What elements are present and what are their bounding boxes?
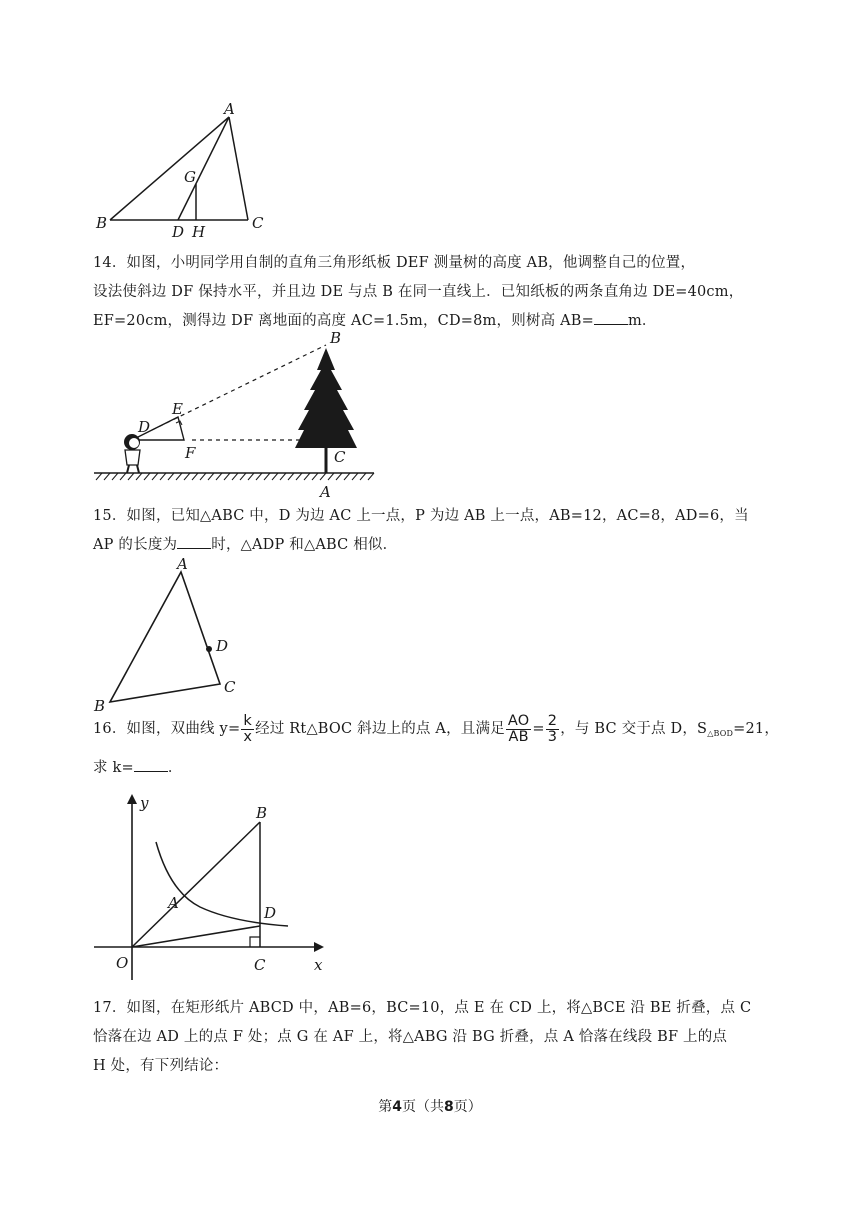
q17-line2: 恰落在边 AD 上的点 F 处；点 G 在 AF 上，将△ABG 沿 BG 折叠，点 A 恰落在线段 BF 上的点 <box>93 1029 728 1045</box>
footer-post: 页） <box>453 1099 482 1115</box>
fraction-k-over-x: $\frac{k}{x}$ <box>243 712 253 745</box>
tree-measure-diagram <box>92 330 382 502</box>
figure-q15 <box>90 556 250 716</box>
triangle-abc-diagram <box>90 100 290 250</box>
label-a: A <box>320 483 331 501</box>
q17-line1: 17．如图，在矩形纸片 ABCD 中，AB=6，BC=10，点 E 在 CD 上，将△BCE 沿 BE 折叠，点 C <box>93 1000 752 1016</box>
q15-line1: 15．如图，已知△ABC 中，D 为边 AC 上一点，P 为边 AB 上一点，AB=12，AC=8，AD=6，当 <box>93 508 749 524</box>
label-a: A <box>168 894 179 912</box>
footer-mid: 页（共 <box>402 1099 444 1115</box>
q16-post: ，与 BC 交于点 D，S <box>560 721 708 737</box>
question-16 <box>93 712 783 785</box>
figure-q16 <box>92 790 332 990</box>
question-14 <box>93 249 783 336</box>
fraction-ao-over-ab: $\frac{AO}{AB}$ <box>507 712 530 745</box>
label-d: D <box>138 418 151 436</box>
label-e: E <box>172 400 183 418</box>
label-a: A <box>224 100 235 118</box>
label-h: H <box>192 223 206 241</box>
page-footer <box>0 1096 860 1116</box>
label-x: x <box>314 956 323 974</box>
label-c: C <box>334 448 346 466</box>
q14-line3-pre: EF=20cm，测得边 DF 离地面的高度 AC=1.5m，CD=8m，则树高 AB= <box>93 313 594 329</box>
label-b: B <box>94 697 106 715</box>
q16-eq: = <box>532 721 545 737</box>
page-number: 4 <box>392 1099 402 1115</box>
answer-blank <box>177 534 211 549</box>
label-d: D <box>172 223 185 241</box>
label-d: D <box>264 904 277 922</box>
label-f: F <box>185 444 196 462</box>
label-b: B <box>256 804 268 822</box>
question-17 <box>93 994 783 1081</box>
label-o: O <box>116 954 129 972</box>
q14-line1: 14．如图，小明同学用自制的直角三角形纸板 DEF 测量树的高度 AB，他调整自己的位置， <box>93 255 696 271</box>
q16-line2-pre: 求 k= <box>93 760 134 776</box>
q16-post2: =21， <box>733 721 780 737</box>
label-c: C <box>254 956 266 974</box>
q17-line3: H 处，有下列结论： <box>93 1058 229 1074</box>
q16-subscript: △BOD <box>707 729 734 738</box>
question-15 <box>93 502 783 560</box>
q14-line3-post: m． <box>627 313 657 329</box>
footer-pre: 第 <box>378 1099 393 1115</box>
figure-q14 <box>92 330 382 502</box>
label-c: C <box>252 214 264 232</box>
label-c: C <box>224 678 236 696</box>
q16-line2-post: ． <box>167 760 183 776</box>
label-b: B <box>330 330 342 347</box>
label-d: D <box>216 637 229 655</box>
label-b: B <box>96 214 108 232</box>
label-g: G <box>184 168 196 186</box>
answer-blank <box>594 310 628 325</box>
figure-q13 <box>90 100 290 250</box>
q16-pre: 16．如图，双曲线 y= <box>93 721 241 737</box>
q15-line2-post: 时，△ADP 和△ABC 相似． <box>211 537 398 553</box>
q16-mid: 经过 Rt△BOC 斜边上的点 A，且满足 <box>255 721 505 737</box>
triangle-adp-diagram <box>90 556 250 716</box>
page-total: 8 <box>444 1099 454 1115</box>
q15-line2-pre: AP 的长度为 <box>93 537 178 553</box>
fraction-two-thirds: $\frac{2}{3}$ <box>547 712 558 745</box>
hyperbola-diagram <box>92 790 332 990</box>
label-a: A <box>177 556 188 573</box>
answer-blank <box>134 757 168 772</box>
label-y: y <box>140 794 149 812</box>
q14-line2: 设法使斜边 DF 保持水平，并且边 DE 与点 B 在同一直线上．已知纸板的两条直角边 DE=40cm， <box>93 284 744 300</box>
